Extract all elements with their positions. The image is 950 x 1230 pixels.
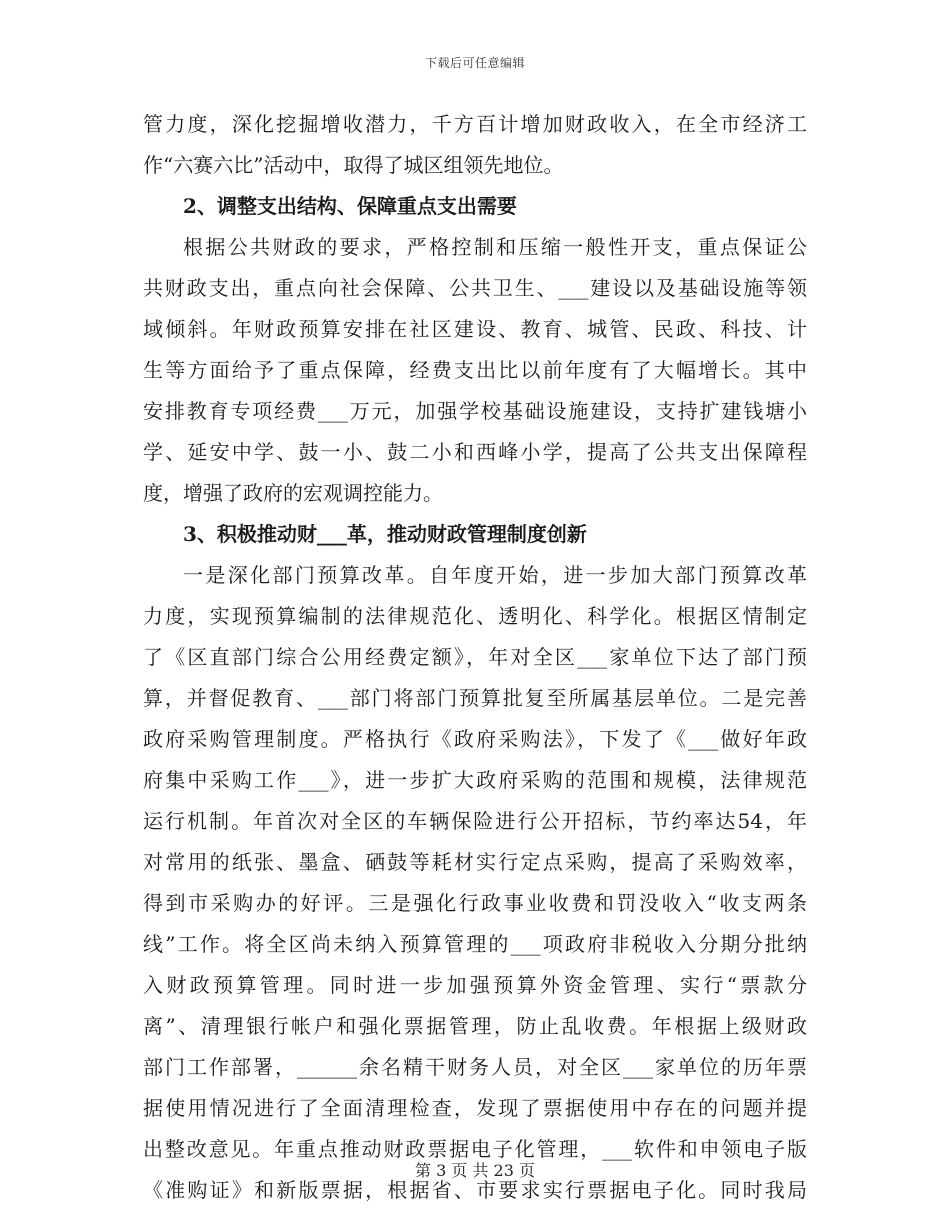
body-line: 得到市采购办的好评。三是强化行政事业收费和罚没收入“收支两条	[143, 891, 807, 915]
body-line: 管力度，深化挖掘增收潜力，千方百计增加财政收入，在全市经济工	[143, 112, 807, 136]
body-line: 一是深化部门预算改革。自年度开始，进一步加大部门预算改革	[183, 563, 807, 587]
body-line: 共财政支出，重点向社会保障、公共卫生、___建设以及基础设施等领	[143, 276, 807, 300]
body-line: 了《区直部门综合公用经费定额》，年对全区___家单位下达了部门预	[143, 645, 807, 669]
section-heading: 3、积极推动财___革，推动财政管理制度创新	[183, 522, 587, 546]
body-line: 算，并督促教育、___部门将部门预算批复至所属基层单位。二是完善	[143, 686, 807, 710]
document-body	[143, 104, 807, 1211]
body-line: 部门工作部署，______余名精干财务人员，对全区___家单位的历年票	[143, 1055, 807, 1079]
body-line: 对常用的纸张、墨盒、硒鼓等耗材实行定点采购，提高了采购效率，	[143, 850, 807, 874]
body-line: 域倾斜。年财政预算安排在社区建设、教育、城管、民政、科技、计	[143, 317, 807, 341]
body-line: 《准购证》和新版票据，根据省、市要求实行票据电子化。同时我局	[143, 1178, 807, 1202]
body-line: 政府采购管理制度。严格执行《政府采购法》，下发了《___做好年政	[143, 727, 807, 751]
page-header: 下载后可任意编辑	[424, 56, 525, 70]
body-line: 作“六赛六比”活动中，取得了城区组领先地位。	[143, 153, 564, 177]
body-line: 力度，实现预算编制的法律规范化、透明化、科学化。根据区情制定	[143, 604, 807, 628]
body-line: 生等方面给予了重点保障，经费支出比以前年度有了大幅增长。其中	[143, 358, 807, 382]
body-line: 度，增强了政府的宏观调控能力。	[143, 481, 443, 505]
body-line: 运行机制。年首次对全区的车辆保险进行公开招标，节约率达54，年	[143, 809, 807, 833]
body-line: 离”、清理银行帐户和强化票据管理，防止乱收费。年根据上级财政	[143, 1014, 807, 1038]
page-number: 第 3 页 共 23 页	[415, 1161, 535, 1180]
body-line: 据使用情况进行了全面清理检查，发现了票据使用中存在的问题并提	[143, 1096, 807, 1120]
body-line: 出整改意见。年重点推动财政票据电子化管理，___软件和申领电子版	[143, 1137, 807, 1161]
body-line: 学、延安中学、鼓一小、鼓二小和西峰小学，提高了公共支出保障程	[143, 440, 807, 464]
section-heading: 2、调整支出结构、保障重点支出需要	[183, 194, 517, 218]
body-line: 线”工作。将全区尚未纳入预算管理的___项政府非税收入分期分批纳	[143, 932, 807, 956]
body-line: 根据公共财政的要求，严格控制和压缩一般性开支，重点保证公	[183, 235, 807, 259]
body-line: 安排教育专项经费___万元，加强学校基础设施建设，支持扩建钱塘小	[143, 399, 807, 423]
body-line: 府集中采购工作___》，进一步扩大政府采购的范围和规模，法律规范	[143, 768, 807, 792]
body-line: 入财政预算管理。同时进一步加强预算外资金管理、实行“票款分	[143, 973, 807, 997]
